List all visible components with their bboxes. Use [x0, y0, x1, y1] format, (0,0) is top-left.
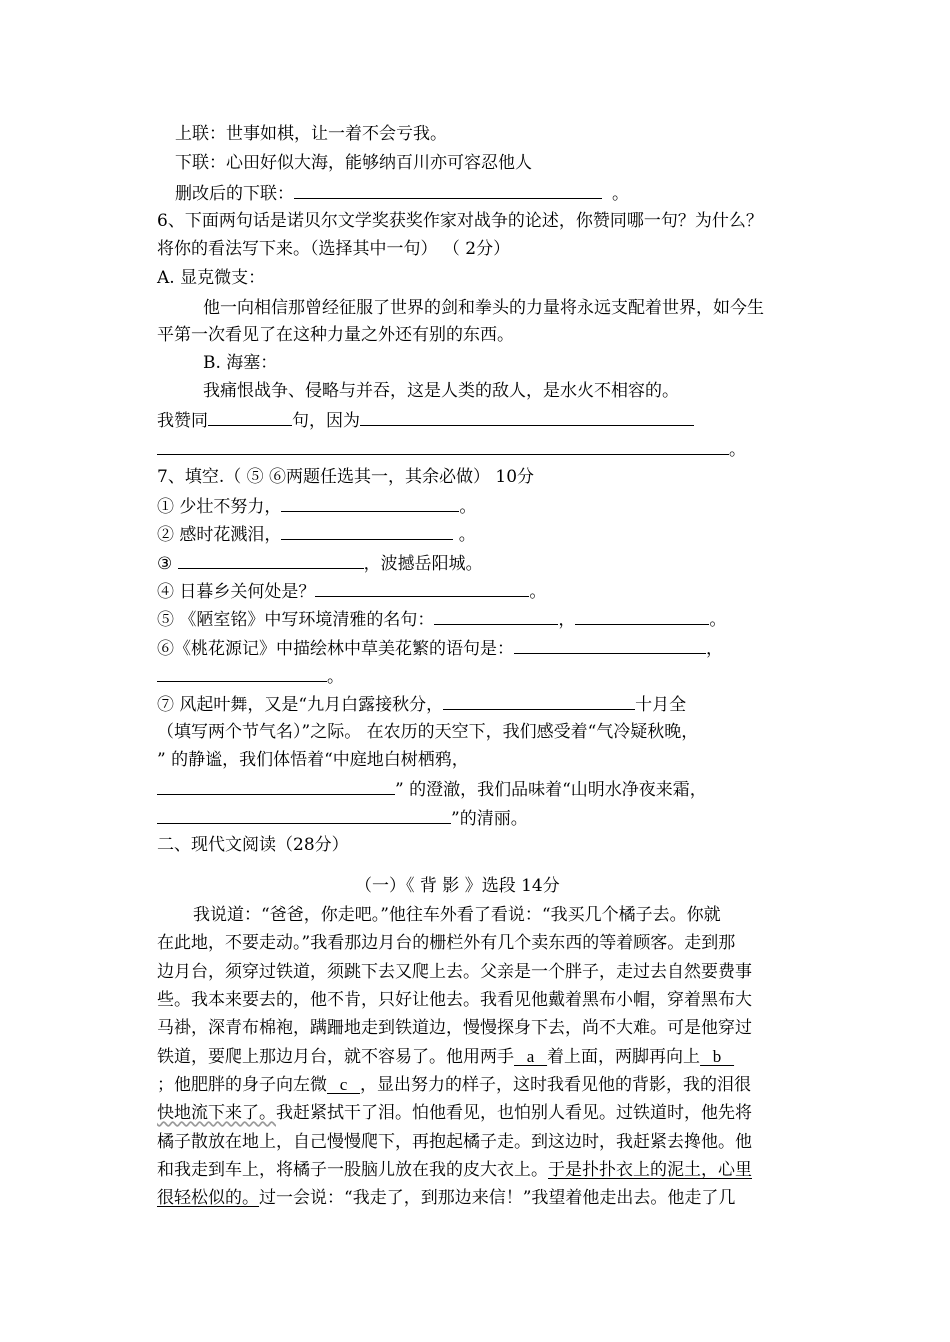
q7-item-7-text-1: ⑦ 风起叶舞，又是“九月白露接秋分，	[157, 695, 444, 715]
q6-option-b-text: 我痛恨战争、侵略与并吞，这是人类的敌人，是水火不相容的。	[203, 381, 679, 401]
q7-item-6	[157, 635, 723, 661]
q7-item-7-line-2: （填写两个节气名）”之际。 在农历的天空下，我们感受着“气冷疑秋晚，	[157, 722, 699, 742]
q6-reason-blank-1[interactable]	[360, 407, 694, 426]
q7-item-2-text: ② 感时花溅泪，	[157, 525, 282, 545]
q7-item-5-end: 。	[709, 610, 727, 630]
passage-line-7-text-a: ；他肥胖的身子向左微	[157, 1075, 327, 1095]
q6-reason-blank-2[interactable]	[157, 436, 729, 455]
passage-line-6-text-a: 铁道，要爬上那边月台，就不容易了。他用两手	[157, 1047, 514, 1067]
blank-b[interactable]: b	[700, 1047, 735, 1066]
q7-item-3-blank[interactable]	[178, 550, 364, 569]
q7-item-4-end: 。	[529, 582, 547, 602]
q7-item-7-text-1b: 十月全	[635, 695, 687, 715]
q6-choice-blank[interactable]	[208, 407, 292, 426]
q7-item-4-text: ④ 日暮乡关何处是？	[157, 582, 316, 602]
passage-line-2: 在此地，不要走动。”我看那边月台的栅栏外有几个卖东西的等着顾客。走到那	[157, 933, 736, 953]
passage-underlined-sentence-1: 于是扑扑衣上的泥土，心里	[548, 1160, 752, 1180]
passage-line-7-text-b: ，显出努力的样子，这时我看见他的背影，我的泪很	[360, 1075, 752, 1095]
q6-answer-line	[157, 407, 694, 433]
passage-line-1: 我说道：“爸爸，你走吧。”他往车外看了看说：“我买几个橘子去。你就	[193, 905, 721, 925]
section-2-title: 二、现代文阅读（28分）	[157, 835, 349, 855]
q7-item-6-text: ⑥《桃花源记》中描绘林中草美花繁的语句是：	[157, 639, 514, 659]
passage-line-7	[157, 1073, 751, 1097]
passage-line-11	[157, 1186, 735, 1210]
couplet-upper: 上联：世事如棋，让一着不会亏我。	[175, 124, 447, 144]
q7-item-1	[157, 493, 476, 519]
couplet-lower: 下联：心田好似大海，能够纳百川亦可容忍他人	[175, 153, 532, 173]
q7-item-7-blank-3[interactable]	[157, 805, 451, 824]
q7-title: 7、填空.（ ⑤ ⑥两题任选其一，其余必做） 10分	[157, 467, 535, 487]
couplet-revised-end: 。	[612, 184, 629, 204]
q7-item-3-end: ，波撼岳阳城。	[363, 554, 483, 574]
q7-item-1-blank[interactable]	[281, 493, 459, 512]
passage-line-3: 边月台，须穿过铁道，须跳下去又爬上去。父亲是一个胖子，走过去自然要费事	[157, 962, 752, 982]
q6-answer-prefix: 我赞同	[157, 411, 208, 431]
q7-item-6-blank-1[interactable]	[514, 635, 706, 654]
q7-item-3-text: ③	[157, 554, 178, 574]
couplet-revised-blank[interactable]	[294, 180, 602, 199]
q7-item-2	[157, 521, 476, 547]
q6-option-b-label: B. 海塞：	[203, 353, 278, 373]
passage-line-4: 些。我本来要去的，他不肯，只好让他去。我看见他戴着黑布小帽，穿着黑布大	[157, 990, 752, 1010]
q7-item-6-comma: ，	[706, 639, 723, 659]
passage-line-5: 马褂，深青布棉袍，蹒跚地走到铁道边，慢慢探身下去，尚不大难。可是他穿过	[157, 1018, 752, 1038]
passage-line-8-text: 我赶紧拭干了泪。怕他看见，也怕别人看见。过铁道时，他先将	[276, 1103, 752, 1123]
q6-answer-end: 。	[729, 440, 746, 460]
passage-line-10-text: 和我走到车上，将橘子一股脑儿放在我的皮大衣上。	[157, 1160, 548, 1180]
q7-item-6-blank-2[interactable]	[157, 663, 327, 682]
q6-prompt-1: 6、下面两句话是诺贝尔文学奖获奖作家对战争的论述，你赞同哪一句？为什么？	[157, 211, 763, 231]
q7-item-7-line-3: ” 的静谧，我们体悟着“中庭地白树栖鸦，	[157, 750, 469, 770]
q6-prompt-2: 将你的看法写下来。（选择其中一句） （ 2分）	[157, 239, 511, 259]
q7-item-4-blank[interactable]	[315, 578, 529, 597]
q7-item-2-end: 。	[453, 525, 476, 545]
q7-item-4	[157, 578, 546, 604]
couplet-revised-label: 删改后的下联：	[175, 184, 294, 204]
blank-a[interactable]: a	[514, 1047, 548, 1066]
q7-item-6-cont	[157, 663, 344, 689]
q7-item-7-blank-1[interactable]	[443, 691, 635, 710]
passage-line-11-text: 过一会说：“我走了，到那边来信！”我望着他走出去。他走了几	[259, 1188, 736, 1208]
passage-line-9: 橘子散放在地上，自己慢慢爬下，再抱起橘子走。到这边时，我赶紧去搀他。他	[157, 1132, 752, 1152]
passage-line-8	[157, 1101, 752, 1125]
passage-wavy-underline: 快地流下来了。	[157, 1103, 276, 1123]
passage-line-6-text-b: 着上面，两脚再向上	[547, 1047, 701, 1067]
q7-item-5-blank-1[interactable]	[434, 606, 558, 625]
q7-item-5-text: ⑤ 《陋室铭》中写环境清雅的名句：	[157, 610, 435, 630]
q7-item-7-line-5	[157, 805, 528, 831]
passage-underlined-sentence-2: 很轻松似的。	[157, 1188, 259, 1208]
q7-item-5	[157, 606, 726, 632]
q7-item-7-line-1	[157, 691, 686, 717]
q7-item-7-text-5: ”的清丽。	[451, 809, 528, 829]
q7-item-6-end: 。	[327, 667, 344, 687]
q6-option-a-label: A. 显克微支：	[157, 268, 266, 288]
passage-line-10	[157, 1158, 752, 1182]
passage-line-6	[157, 1045, 734, 1069]
q6-answer-line-2	[157, 436, 746, 462]
passage-title: （一）《 背 影 》选段 14分	[355, 876, 560, 896]
q7-item-5-blank-2[interactable]	[575, 606, 709, 625]
q6-answer-middle: 句，因为	[292, 411, 360, 431]
q7-item-1-end: 。	[459, 497, 477, 517]
couplet-revised-line	[175, 180, 629, 206]
q7-item-2-blank[interactable]	[281, 521, 453, 540]
q7-item-7-line-4	[157, 776, 707, 802]
q7-item-1-text: ① 少壮不努力，	[157, 497, 282, 517]
q7-item-7-blank-2[interactable]	[157, 776, 395, 795]
q7-item-3	[157, 550, 483, 576]
q6-option-a-text-1: 他一向相信那曾经征服了世界的剑和拳头的力量将永远支配着世界，如今生	[203, 298, 764, 318]
q6-option-a-text-2: 平第一次看见了在这种力量之外还有别的东西。	[157, 325, 514, 345]
q7-item-7-text-4: ” 的澄澈，我们品味着“山明水净夜来霜，	[395, 780, 707, 800]
q7-item-5-comma: ，	[558, 610, 576, 630]
blank-c[interactable]: c	[327, 1075, 361, 1094]
